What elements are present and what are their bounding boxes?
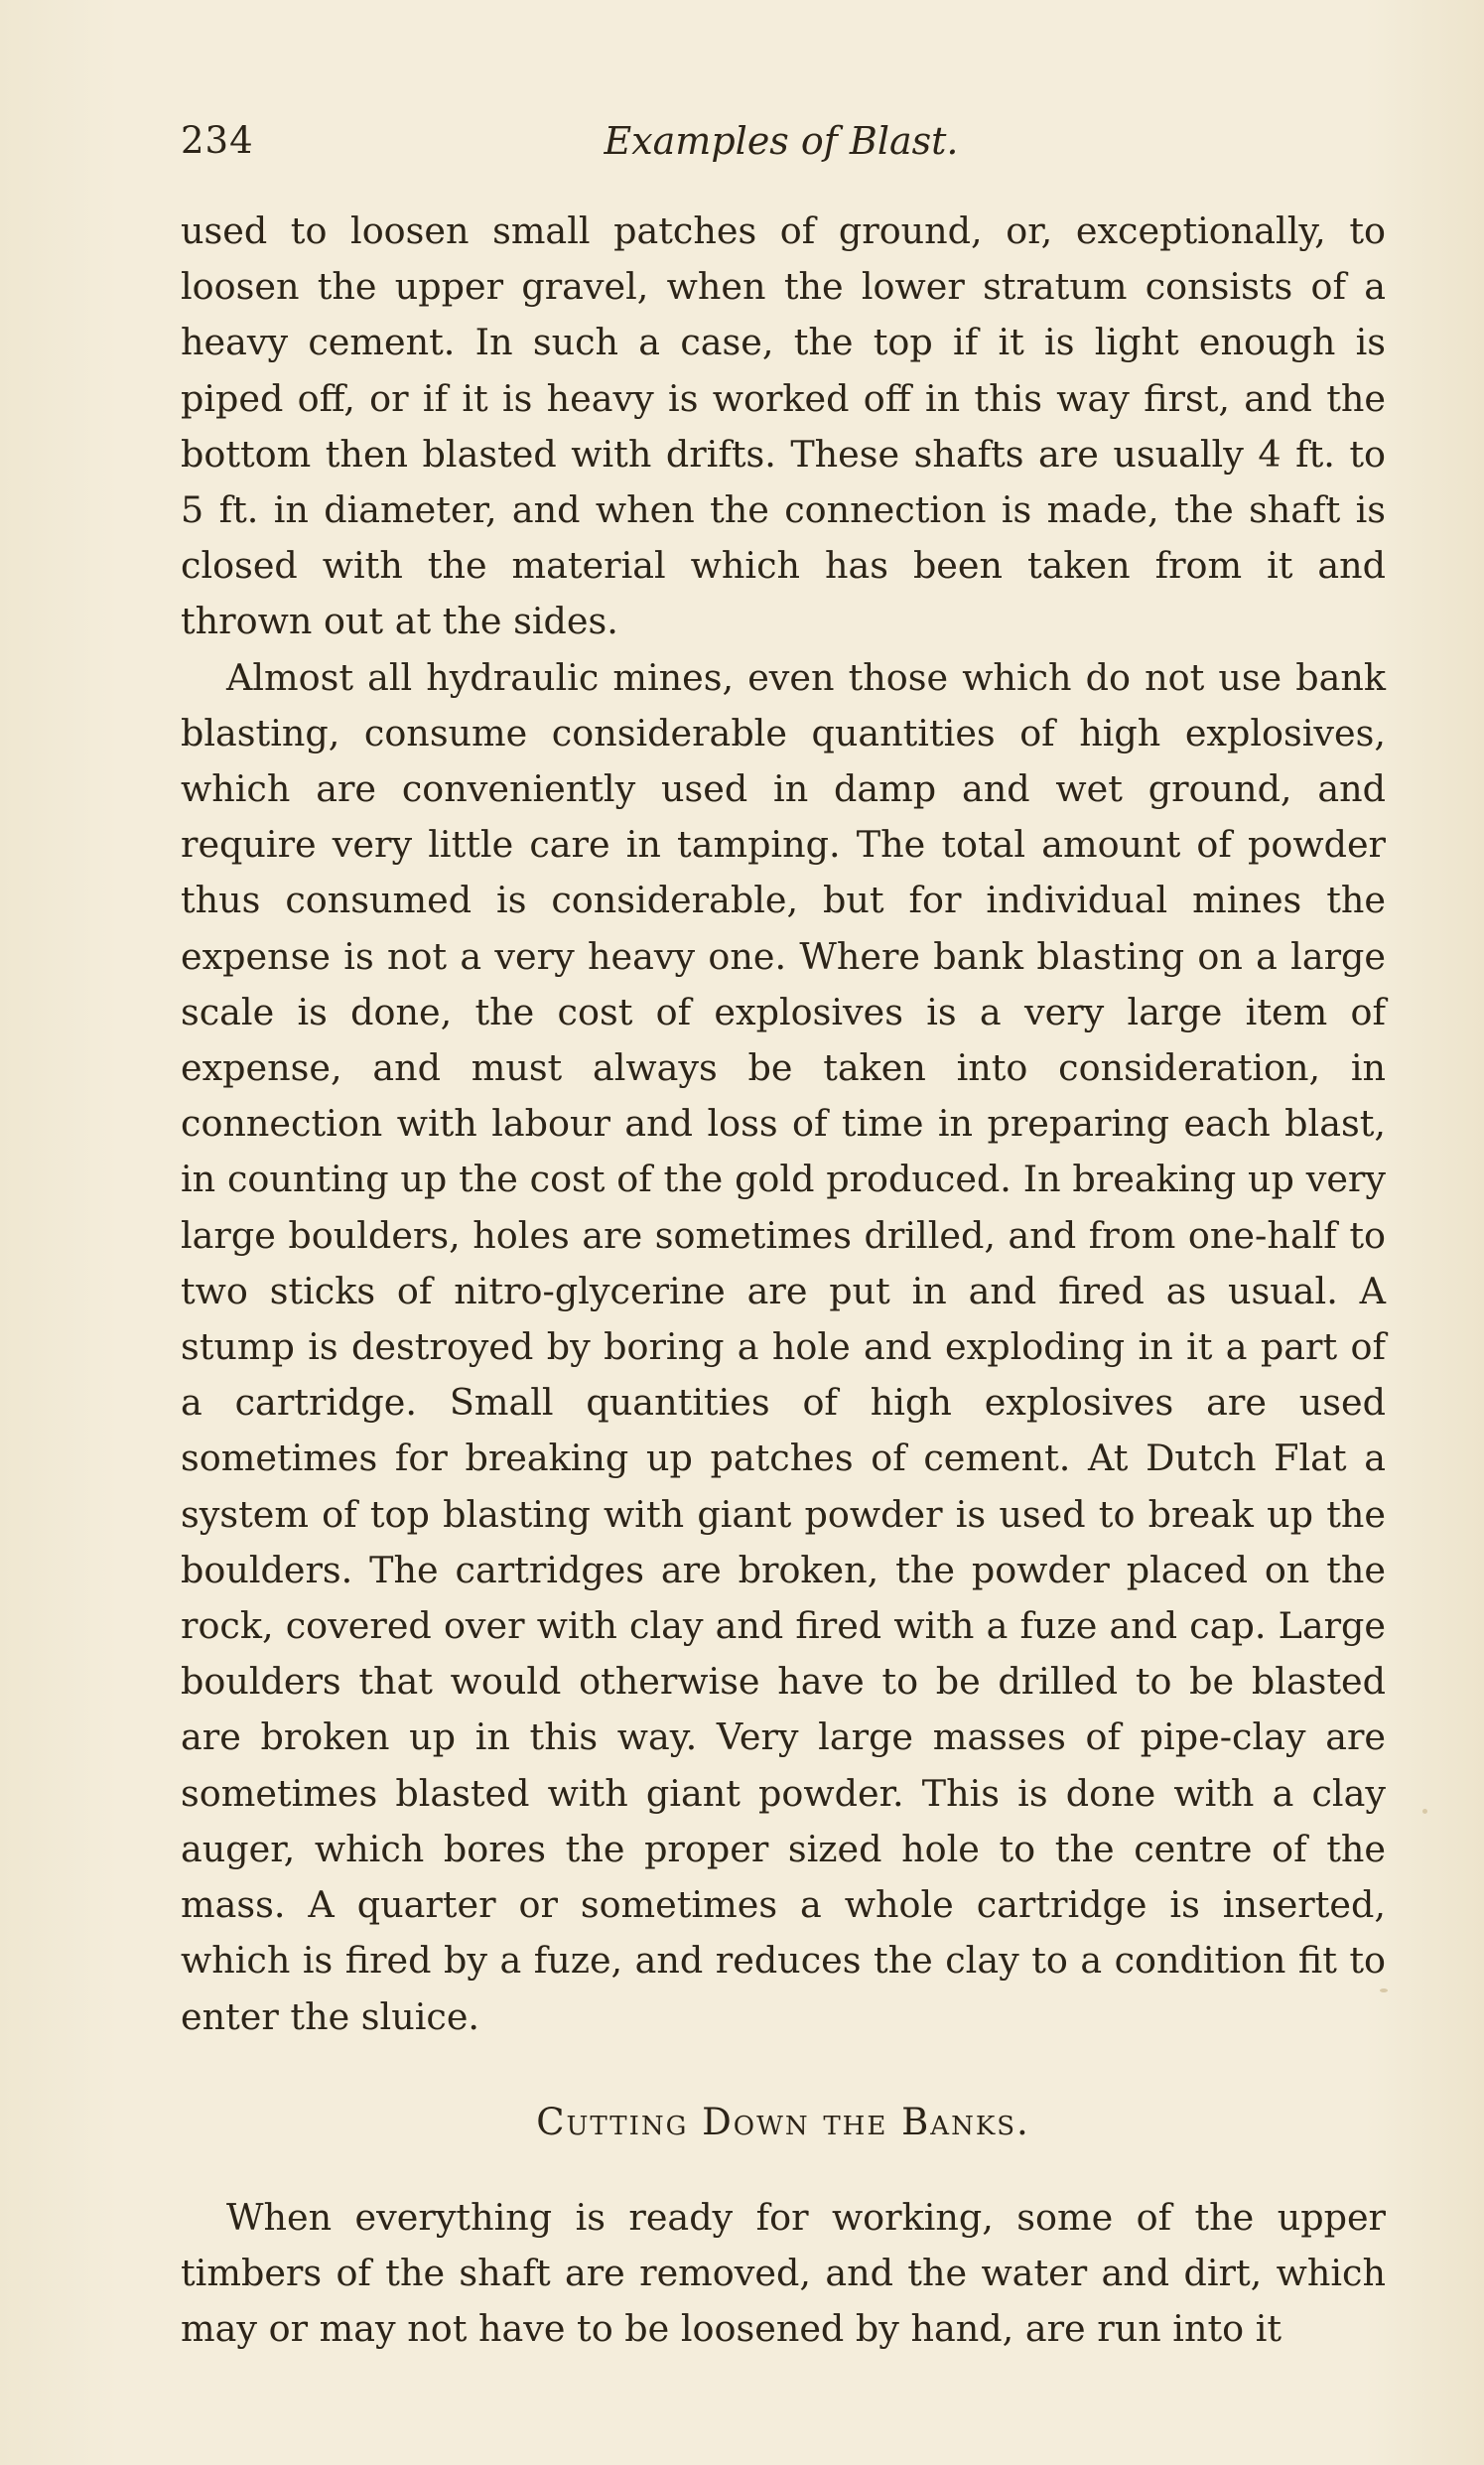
paragraph-continued: used to loosen small patches of ground, or, exceptionally, to loosen the upper gravel, when the lower stratum consists of a heavy cement. In such a case, the top if it is light enough is piped off, or if it is heavy is worked off in this way first, and the bottom then blasted with drifts. These shafts are usually 4 ft. to 5 ft. in diameter, and when the connection is made, the shaft is closed with the material which has been taken from it and thrown out at the sides. xyxy=(181,209,1386,643)
section-heading: Cutting Down the Banks. xyxy=(536,2100,1030,2143)
paper-speck xyxy=(1422,1809,1427,1814)
page-header xyxy=(181,119,1382,179)
paragraph-explosives: Almost all hydraulic mines, even those which do not use bank blasting, consume considerable quantities of high explosives, which are conveniently used in damp and wet ground, and require very little care in tamping. The total amount of powder thus consumed is considerable, but for individual mines the expense is not a very heavy one. Where bank blasting on a large scale is done, the cost of explosives is a very large item of expense, and must always be taken into consideration, in connection with labour and loss of time in preparing each blast, in counting up the cost of the gold produced. In breaking up very large boulders, holes are sometimes drilled, and from one-half to two sticks of nitro-glycerine are put in and fired as usual. A stump is destroyed by boring a hole and exploding in it a part of a cartridge. Small quantities of high explosives are used sometimes for breaking up patches of cement. At Dutch Flat a system of top blasting with giant powder is used to break up the boulders. The cartridges are broken, the powder placed on the rock, covered over with clay and fired with a fuze and cap. Large boulders that would otherwise have to be drilled to be blasted are broken up in this way. Very large masses of pipe-clay are sometimes blasted with giant powder. This is done with a clay auger, which bores the proper sized hole to the centre of the mass. A quarter or sometimes a whole cartridge is inserted, which is fired by a fuze, and reduces the clay to a condition fit to enter the sluice. xyxy=(181,655,1386,2038)
running-title: Examples of Blast. xyxy=(604,119,959,163)
page-number: 234 xyxy=(181,119,254,162)
paragraph-cutting-banks: When everything is ready for working, some of the upper timbers of the shaft are removed, and the water and dirt, which may or may not have to be loosened by hand, are run into it xyxy=(181,2195,1386,2351)
paper-speck xyxy=(1380,1988,1388,1992)
body-text xyxy=(181,204,1386,2358)
